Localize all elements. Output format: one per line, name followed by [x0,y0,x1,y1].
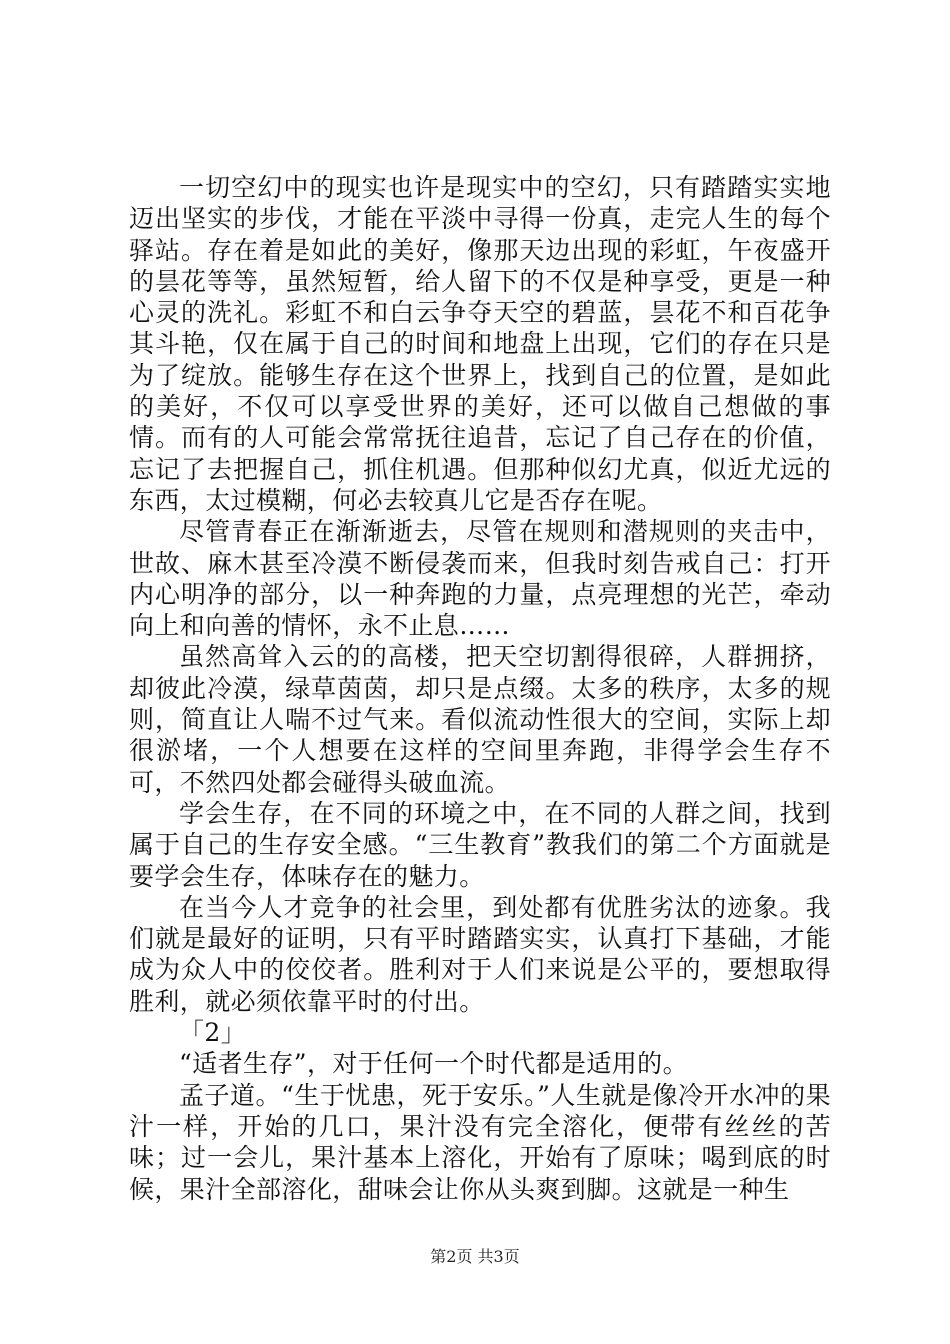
paragraph-7: 孟子道。“生于忧患，死于安乐。”人生就是像冷开水冲的果汁一样，开始的几口，果汁没有完全溶化，便带有丝丝的苦味；过一会儿，果汁基本上溶化，开始有了原味；喝到底的时候，果汁全部溶化，甜味会让你从头爽到脚。这就是一种生 [129,1080,831,1204]
paragraph-3: 虽然高耸入云的的高楼，把天空切割得很碎，人群拥挤，却彼此冷漠，绿草茵茵，却只是点缀。太多的秩序，太多的规则，简直让人喘不过气来。看似流动性很大的空间，实际上却很淤堵，一个人想要在这样的空间里奔跑，非得学会生存不可，不然四处都会碰得头破血流。 [129,642,831,797]
section-marker: 「2」 [179,1018,247,1048]
page-footer: 第2页 共3页 [430,1247,520,1266]
paragraph-1: 一切空幻中的现实也许是现实中的空幻，只有踏踏实实地迈出坚实的步伐，才能在平淡中寻得一份真，走完人生的每个驿站。存在着是如此的美好，像那天边出现的彩虹，午夜盛开的昙花等等，虽然短暂，给人留下的不仅是种享受，更是一种心灵的洗礼。彩虹不和白云争夺天空的碧蓝，昙花不和百花争其斗艳，仅在属于自己的时间和地盘上出现，它们的存在只是为了绽放。能够生存在这个世界上，找到自己的位置，是如此的美好，不仅可以享受世界的美好，还可以做自己想做的事情。而有的人可能会常常抚往追昔，忘记了自己存在的价值，忘记了去把握自己，抓住机遇。但那种似幻尤真，似近尤远的东西，太过模糊，何必去较真儿它是否存在呢。 [129,173,831,515]
paragraph-4: 学会生存，在不同的环境之中，在不同的人群之间，找到属于自己的生存安全感。“三生教育”教我们的第二个方面就是要学会生存，体味存在的魅力。 [129,798,831,891]
paragraph-5: 在当今人才竞争的社会里，到处都有优胜劣汰的迹象。我们就是最好的证明，只有平时踏踏实实，认真打下基础，才能成为众人中的佼佼者。胜利对于人们来说是公平的，要想取得胜利，就必须依靠平时的付出。 [129,892,831,1016]
document-body [129,172,831,1205]
paragraph-2: 尽管青春正在渐渐逝去，尽管在规则和潜规则的夹击中，世故、麻木甚至冷漠不断侵袭而来，但我时刻告戒自己：打开内心明净的部分，以一种奔跑的力量，点亮理想的光芒，牵动向上和向善的情怀，永不止息…… [129,517,831,641]
paragraph-6: “适者生存”，对于任何一个时代都是适用的。 [179,1049,688,1079]
